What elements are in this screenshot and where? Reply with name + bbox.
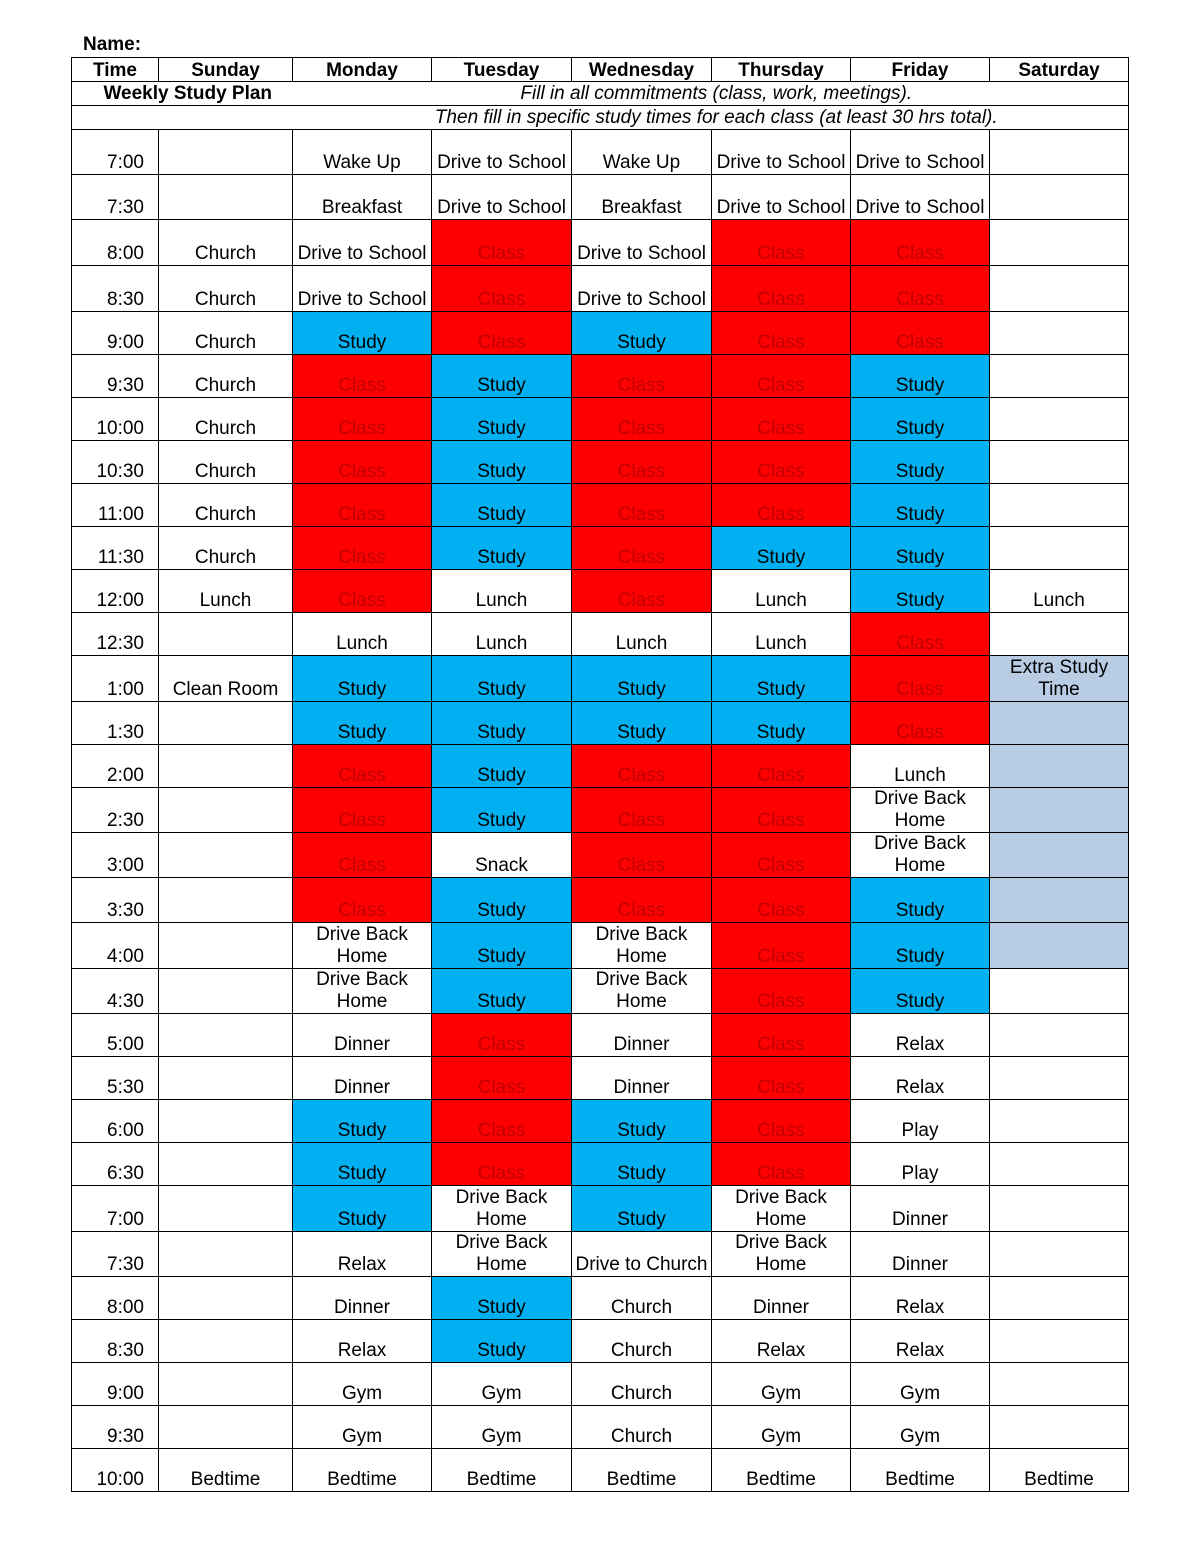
schedule-cell-sunday: Church (159, 220, 293, 266)
time-cell: 9:00 (72, 1363, 159, 1406)
time-cell: 9:30 (72, 1406, 159, 1449)
schedule-cell-sunday: Lunch (159, 570, 293, 613)
schedule-cell-thursday: Drive Back Home (712, 1232, 851, 1277)
schedule-cell-monday: Class (293, 745, 432, 788)
schedule-cell-friday: Class (851, 220, 990, 266)
schedule-cell-thursday: Drive Back Home (712, 1186, 851, 1232)
column-header-time: Time (72, 58, 159, 82)
time-cell: 3:00 (72, 833, 159, 878)
time-cell: 11:30 (72, 527, 159, 570)
schedule-cell-wednesday: Class (572, 484, 712, 527)
schedule-cell-monday: Wake Up (293, 130, 432, 175)
schedule-row (72, 527, 1129, 570)
title-row (72, 82, 1129, 106)
schedule-cell-wednesday: Class (572, 527, 712, 570)
schedule-cell-saturday: Bedtime (990, 1449, 1129, 1492)
schedule-cell-thursday: Relax (712, 1320, 851, 1363)
plan-title: Weekly Study Plan (72, 82, 293, 106)
schedule-row (72, 1406, 1129, 1449)
schedule-cell-thursday: Class (712, 878, 851, 923)
schedule-cell-tuesday: Drive to School (432, 130, 572, 175)
schedule-cell-friday: Gym (851, 1363, 990, 1406)
time-cell: 6:30 (72, 1143, 159, 1186)
schedule-cell-monday: Dinner (293, 1014, 432, 1057)
schedule-cell-thursday: Class (712, 266, 851, 312)
schedule-cell-sunday: Church (159, 484, 293, 527)
schedule-cell-saturday (990, 788, 1129, 833)
schedule-cell-thursday: Class (712, 398, 851, 441)
schedule-cell-saturday: Extra Study Time (990, 656, 1129, 702)
schedule-cell-wednesday: Class (572, 398, 712, 441)
schedule-row (72, 220, 1129, 266)
schedule-cell-tuesday: Bedtime (432, 1449, 572, 1492)
schedule-cell-tuesday: Lunch (432, 613, 572, 656)
schedule-cell-friday: Class (851, 702, 990, 745)
schedule-cell-friday: Class (851, 613, 990, 656)
schedule-cell-monday: Class (293, 878, 432, 923)
column-header-monday: Monday (293, 58, 432, 82)
schedule-cell-saturday (990, 1320, 1129, 1363)
schedule-row (72, 1014, 1129, 1057)
schedule-cell-monday: Drive to School (293, 266, 432, 312)
schedule-cell-wednesday: Breakfast (572, 175, 712, 220)
schedule-cell-sunday: Bedtime (159, 1449, 293, 1492)
schedule-cell-monday: Study (293, 1143, 432, 1186)
schedule-row (72, 398, 1129, 441)
schedule-cell-thursday: Class (712, 745, 851, 788)
schedule-cell-thursday: Class (712, 923, 851, 969)
schedule-cell-monday: Relax (293, 1232, 432, 1277)
schedule-cell-monday: Study (293, 1100, 432, 1143)
schedule-cell-saturday (990, 878, 1129, 923)
schedule-cell-monday: Breakfast (293, 175, 432, 220)
schedule-cell-friday: Play (851, 1143, 990, 1186)
schedule-cell-saturday (990, 1057, 1129, 1100)
schedule-cell-friday: Study (851, 923, 990, 969)
time-cell: 8:00 (72, 220, 159, 266)
schedule-cell-friday: Class (851, 266, 990, 312)
schedule-cell-tuesday: Study (432, 355, 572, 398)
column-header-saturday: Saturday (990, 58, 1129, 82)
schedule-cell-sunday (159, 1100, 293, 1143)
schedule-cell-monday: Class (293, 398, 432, 441)
time-cell: 4:30 (72, 969, 159, 1014)
schedule-cell-monday: Class (293, 484, 432, 527)
schedule-cell-saturday (990, 1100, 1129, 1143)
schedule-cell-sunday: Church (159, 441, 293, 484)
schedule-cell-thursday: Study (712, 702, 851, 745)
time-cell: 1:30 (72, 702, 159, 745)
column-header-friday: Friday (851, 58, 990, 82)
schedule-cell-saturday (990, 1363, 1129, 1406)
schedule-row (72, 1449, 1129, 1492)
schedule-cell-wednesday: Drive to School (572, 266, 712, 312)
schedule-cell-sunday (159, 613, 293, 656)
schedule-cell-tuesday: Study (432, 702, 572, 745)
name-label: Name: (83, 34, 142, 55)
schedule-cell-saturday (990, 1186, 1129, 1232)
schedule-cell-thursday: Class (712, 969, 851, 1014)
schedule-cell-wednesday: Church (572, 1363, 712, 1406)
schedule-row (72, 656, 1129, 702)
schedule-cell-tuesday: Gym (432, 1363, 572, 1406)
schedule-cell-friday: Class (851, 312, 990, 355)
schedule-cell-friday: Study (851, 969, 990, 1014)
schedule-cell-tuesday: Class (432, 1014, 572, 1057)
schedule-cell-wednesday: Church (572, 1406, 712, 1449)
time-cell: 10:00 (72, 398, 159, 441)
schedule-cell-monday: Study (293, 312, 432, 355)
schedule-cell-sunday (159, 1014, 293, 1057)
schedule-cell-tuesday: Study (432, 1320, 572, 1363)
schedule-row (72, 1143, 1129, 1186)
schedule-cell-sunday: Church (159, 266, 293, 312)
schedule-cell-tuesday: Lunch (432, 570, 572, 613)
time-cell: 2:30 (72, 788, 159, 833)
schedule-cell-thursday: Bedtime (712, 1449, 851, 1492)
schedule-cell-monday: Class (293, 355, 432, 398)
schedule-cell-monday: Bedtime (293, 1449, 432, 1492)
schedule-row (72, 702, 1129, 745)
schedule-cell-sunday (159, 1363, 293, 1406)
schedule-cell-saturday (990, 355, 1129, 398)
schedule-cell-friday: Study (851, 878, 990, 923)
schedule-cell-tuesday: Study (432, 656, 572, 702)
schedule-cell-monday: Gym (293, 1363, 432, 1406)
schedule-row (72, 1232, 1129, 1277)
schedule-cell-sunday: Church (159, 527, 293, 570)
schedule-row (72, 441, 1129, 484)
schedule-cell-sunday (159, 1143, 293, 1186)
schedule-cell-tuesday: Study (432, 441, 572, 484)
schedule-row (72, 833, 1129, 878)
time-cell: 9:30 (72, 355, 159, 398)
schedule-cell-sunday (159, 175, 293, 220)
schedule-cell-saturday (990, 1277, 1129, 1320)
weekly-study-plan-table (71, 57, 1129, 1492)
schedule-cell-thursday: Drive to School (712, 175, 851, 220)
schedule-cell-sunday (159, 1057, 293, 1100)
schedule-cell-wednesday: Drive to School (572, 220, 712, 266)
schedule-cell-saturday (990, 398, 1129, 441)
schedule-cell-tuesday: Study (432, 878, 572, 923)
schedule-cell-thursday: Lunch (712, 570, 851, 613)
schedule-cell-sunday (159, 1232, 293, 1277)
schedule-cell-friday: Dinner (851, 1232, 990, 1277)
schedule-cell-sunday (159, 130, 293, 175)
schedule-cell-tuesday: Class (432, 1100, 572, 1143)
schedule-cell-wednesday: Study (572, 702, 712, 745)
schedule-cell-thursday: Gym (712, 1406, 851, 1449)
time-cell: 8:30 (72, 266, 159, 312)
instruction-line-2: Then fill in specific study times for each class (at least 30 hrs total). (293, 106, 1129, 130)
schedule-cell-thursday: Class (712, 220, 851, 266)
schedule-cell-tuesday: Drive Back Home (432, 1232, 572, 1277)
schedule-cell-monday: Class (293, 788, 432, 833)
schedule-cell-wednesday: Wake Up (572, 130, 712, 175)
schedule-row (72, 130, 1129, 175)
blank-cell (72, 106, 293, 130)
schedule-cell-thursday: Class (712, 484, 851, 527)
schedule-cell-sunday (159, 878, 293, 923)
schedule-cell-wednesday: Study (572, 1100, 712, 1143)
schedule-row (72, 175, 1129, 220)
schedule-cell-wednesday: Study (572, 656, 712, 702)
time-cell: 12:00 (72, 570, 159, 613)
schedule-cell-friday: Play (851, 1100, 990, 1143)
schedule-cell-wednesday: Church (572, 1320, 712, 1363)
schedule-cell-monday: Study (293, 656, 432, 702)
schedule-cell-friday: Lunch (851, 745, 990, 788)
time-cell: 3:30 (72, 878, 159, 923)
schedule-cell-thursday: Drive to School (712, 130, 851, 175)
schedule-cell-sunday (159, 923, 293, 969)
schedule-cell-thursday: Lunch (712, 613, 851, 656)
schedule-cell-saturday (990, 130, 1129, 175)
schedule-cell-sunday (159, 1186, 293, 1232)
schedule-cell-wednesday: Dinner (572, 1057, 712, 1100)
schedule-row (72, 312, 1129, 355)
schedule-cell-wednesday: Class (572, 878, 712, 923)
schedule-cell-monday: Dinner (293, 1057, 432, 1100)
schedule-cell-monday: Class (293, 833, 432, 878)
schedule-cell-monday: Class (293, 441, 432, 484)
schedule-cell-friday: Class (851, 656, 990, 702)
schedule-cell-thursday: Class (712, 312, 851, 355)
schedule-cell-tuesday: Class (432, 1057, 572, 1100)
schedule-cell-sunday (159, 833, 293, 878)
schedule-row (72, 484, 1129, 527)
schedule-cell-saturday (990, 923, 1129, 969)
schedule-cell-thursday: Study (712, 527, 851, 570)
schedule-cell-friday: Relax (851, 1320, 990, 1363)
schedule-cell-friday: Gym (851, 1406, 990, 1449)
schedule-cell-saturday (990, 745, 1129, 788)
schedule-cell-tuesday: Snack (432, 833, 572, 878)
schedule-cell-wednesday: Drive to Church (572, 1232, 712, 1277)
schedule-cell-sunday (159, 1406, 293, 1449)
schedule-cell-thursday: Class (712, 441, 851, 484)
schedule-cell-friday: Relax (851, 1014, 990, 1057)
schedule-cell-sunday: Clean Room (159, 656, 293, 702)
time-cell: 2:00 (72, 745, 159, 788)
schedule-row (72, 1057, 1129, 1100)
schedule-cell-wednesday: Class (572, 570, 712, 613)
schedule-cell-wednesday: Drive Back Home (572, 923, 712, 969)
schedule-cell-saturday (990, 702, 1129, 745)
schedule-cell-saturday (990, 312, 1129, 355)
schedule-cell-saturday (990, 266, 1129, 312)
schedule-cell-thursday: Class (712, 1014, 851, 1057)
schedule-cell-tuesday: Study (432, 969, 572, 1014)
schedule-row (72, 745, 1129, 788)
schedule-cell-tuesday: Study (432, 1277, 572, 1320)
schedule-cell-saturday (990, 613, 1129, 656)
schedule-cell-sunday: Church (159, 398, 293, 441)
schedule-cell-monday: Study (293, 702, 432, 745)
instruction-line-1: Fill in all commitments (class, work, meetings). (293, 82, 1129, 106)
column-header-row (72, 58, 1129, 82)
schedule-cell-wednesday: Study (572, 1186, 712, 1232)
time-cell: 7:30 (72, 1232, 159, 1277)
schedule-cell-monday: Gym (293, 1406, 432, 1449)
schedule-cell-sunday (159, 969, 293, 1014)
schedule-row (72, 613, 1129, 656)
schedule-cell-tuesday: Study (432, 484, 572, 527)
time-cell: 7:30 (72, 175, 159, 220)
time-cell: 8:00 (72, 1277, 159, 1320)
schedule-row (72, 878, 1129, 923)
schedule-cell-monday: Dinner (293, 1277, 432, 1320)
schedule-cell-monday: Study (293, 1186, 432, 1232)
time-cell: 1:00 (72, 656, 159, 702)
schedule-cell-monday: Drive to School (293, 220, 432, 266)
schedule-cell-friday: Relax (851, 1277, 990, 1320)
schedule-cell-tuesday: Study (432, 527, 572, 570)
schedule-row (72, 788, 1129, 833)
time-cell: 7:00 (72, 1186, 159, 1232)
schedule-cell-sunday: Church (159, 355, 293, 398)
schedule-cell-wednesday: Dinner (572, 1014, 712, 1057)
column-header-sunday: Sunday (159, 58, 293, 82)
schedule-cell-tuesday: Class (432, 266, 572, 312)
column-header-tuesday: Tuesday (432, 58, 572, 82)
time-cell: 10:30 (72, 441, 159, 484)
schedule-cell-saturday (990, 833, 1129, 878)
schedule-cell-saturday (990, 220, 1129, 266)
schedule-body (72, 130, 1129, 1492)
schedule-row (72, 266, 1129, 312)
schedule-cell-friday: Study (851, 398, 990, 441)
schedule-cell-monday: Lunch (293, 613, 432, 656)
time-cell: 6:00 (72, 1100, 159, 1143)
schedule-cell-thursday: Study (712, 656, 851, 702)
schedule-cell-saturday (990, 441, 1129, 484)
schedule-cell-wednesday: Drive Back Home (572, 969, 712, 1014)
schedule-cell-tuesday: Drive Back Home (432, 1186, 572, 1232)
schedule-cell-monday: Class (293, 570, 432, 613)
schedule-cell-wednesday: Class (572, 745, 712, 788)
schedule-cell-thursday: Class (712, 788, 851, 833)
schedule-cell-saturday (990, 1232, 1129, 1277)
time-cell: 7:00 (72, 130, 159, 175)
schedule-row (72, 1320, 1129, 1363)
schedule-cell-friday: Study (851, 441, 990, 484)
schedule-cell-monday: Relax (293, 1320, 432, 1363)
schedule-cell-friday: Study (851, 355, 990, 398)
schedule-cell-sunday (159, 1320, 293, 1363)
schedule-row (72, 355, 1129, 398)
schedule-cell-friday: Relax (851, 1057, 990, 1100)
instruction-row (72, 106, 1129, 130)
schedule-cell-saturday (990, 1143, 1129, 1186)
schedule-cell-wednesday: Church (572, 1277, 712, 1320)
time-cell: 4:00 (72, 923, 159, 969)
schedule-cell-tuesday: Class (432, 312, 572, 355)
time-cell: 10:00 (72, 1449, 159, 1492)
schedule-cell-monday: Drive Back Home (293, 969, 432, 1014)
schedule-cell-wednesday: Study (572, 312, 712, 355)
schedule-row (72, 1363, 1129, 1406)
schedule-cell-saturday (990, 969, 1129, 1014)
schedule-cell-wednesday: Class (572, 441, 712, 484)
schedule-cell-wednesday: Class (572, 355, 712, 398)
schedule-cell-thursday: Class (712, 1057, 851, 1100)
schedule-cell-monday: Drive Back Home (293, 923, 432, 969)
schedule-cell-sunday (159, 702, 293, 745)
schedule-cell-saturday (990, 175, 1129, 220)
schedule-cell-monday: Class (293, 527, 432, 570)
schedule-cell-friday: Drive Back Home (851, 833, 990, 878)
schedule-cell-friday: Drive Back Home (851, 788, 990, 833)
schedule-cell-tuesday: Gym (432, 1406, 572, 1449)
schedule-cell-friday: Study (851, 570, 990, 613)
schedule-cell-wednesday: Lunch (572, 613, 712, 656)
schedule-row (72, 923, 1129, 969)
schedule-cell-thursday: Class (712, 833, 851, 878)
schedule-cell-tuesday: Class (432, 220, 572, 266)
schedule-cell-friday: Study (851, 527, 990, 570)
schedule-cell-tuesday: Study (432, 745, 572, 788)
schedule-cell-friday: Study (851, 484, 990, 527)
time-cell: 8:30 (72, 1320, 159, 1363)
time-cell: 5:00 (72, 1014, 159, 1057)
schedule-row (72, 969, 1129, 1014)
schedule-cell-sunday (159, 788, 293, 833)
schedule-cell-tuesday: Study (432, 788, 572, 833)
time-cell: 5:30 (72, 1057, 159, 1100)
schedule-cell-tuesday: Study (432, 923, 572, 969)
schedule-cell-wednesday: Bedtime (572, 1449, 712, 1492)
schedule-cell-saturday (990, 1406, 1129, 1449)
schedule-cell-friday: Dinner (851, 1186, 990, 1232)
schedule-cell-thursday: Class (712, 355, 851, 398)
schedule-cell-sunday (159, 1277, 293, 1320)
schedule-cell-friday: Drive to School (851, 130, 990, 175)
schedule-cell-thursday: Gym (712, 1363, 851, 1406)
schedule-cell-friday: Drive to School (851, 175, 990, 220)
column-header-thursday: Thursday (712, 58, 851, 82)
schedule-cell-saturday (990, 527, 1129, 570)
schedule-cell-tuesday: Drive to School (432, 175, 572, 220)
schedule-row (72, 570, 1129, 613)
schedule-cell-sunday: Church (159, 312, 293, 355)
schedule-cell-friday: Bedtime (851, 1449, 990, 1492)
schedule-cell-wednesday: Class (572, 833, 712, 878)
schedule-row (72, 1186, 1129, 1232)
time-cell: 9:00 (72, 312, 159, 355)
schedule-row (72, 1277, 1129, 1320)
schedule-cell-wednesday: Class (572, 788, 712, 833)
schedule-cell-thursday: Dinner (712, 1277, 851, 1320)
schedule-row (72, 1100, 1129, 1143)
schedule-cell-tuesday: Class (432, 1143, 572, 1186)
time-cell: 11:00 (72, 484, 159, 527)
schedule-cell-tuesday: Study (432, 398, 572, 441)
schedule-cell-saturday: Lunch (990, 570, 1129, 613)
schedule-cell-saturday (990, 484, 1129, 527)
schedule-cell-thursday: Class (712, 1100, 851, 1143)
schedule-cell-saturday (990, 1014, 1129, 1057)
time-cell: 12:30 (72, 613, 159, 656)
schedule-cell-thursday: Class (712, 1143, 851, 1186)
schedule-cell-sunday (159, 745, 293, 788)
schedule-cell-wednesday: Study (572, 1143, 712, 1186)
column-header-wednesday: Wednesday (572, 58, 712, 82)
